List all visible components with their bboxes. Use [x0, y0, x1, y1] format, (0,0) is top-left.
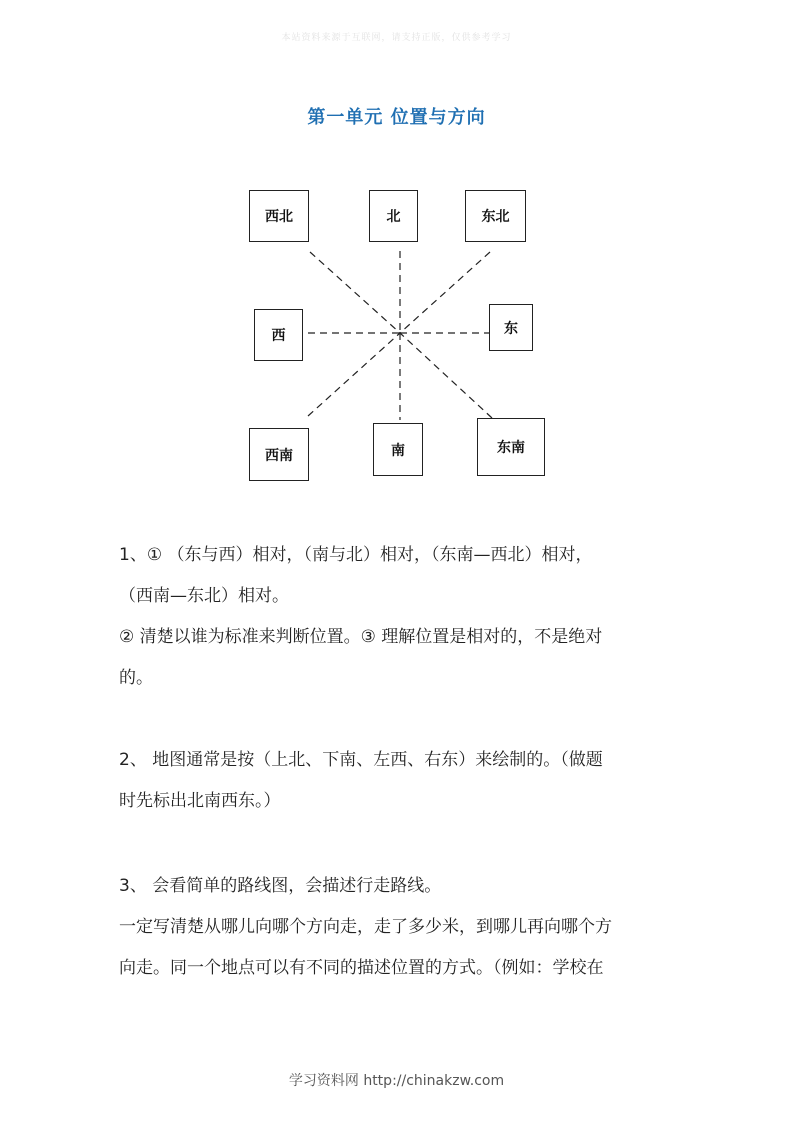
section-3-line-2: 一定写清楚从哪儿向哪个方向走，走了多少米，到哪儿再向哪个方	[119, 917, 612, 937]
section-1	[119, 535, 679, 699]
line-northeast	[400, 252, 490, 333]
section-1-line-4: 的。	[119, 668, 153, 688]
direction-west: 西	[254, 309, 303, 361]
page-title: 第一单元 位置与方向	[307, 107, 486, 128]
line-northwest	[310, 252, 400, 333]
page-footer: 学习资料网 http://chinakzw.com	[288, 1073, 505, 1089]
line-southwest	[308, 333, 400, 416]
direction-northwest: 西北	[249, 190, 309, 242]
section-2-line-1: 2、 地图通常是按（上北、下南、左西、右东）来绘制的。（做题	[119, 750, 603, 770]
direction-southeast: 东南	[477, 418, 545, 476]
section-2-line-2: 时先标出北南西东。）	[119, 791, 281, 811]
direction-southwest: 西南	[249, 428, 309, 481]
section-3-line-1: 3、 会看简单的路线图，会描述行走路线。	[119, 876, 442, 896]
page-header-watermark: 本站资料来源于互联网，请支持正版，仅供参考学习	[281, 33, 512, 43]
direction-east: 东	[489, 304, 533, 351]
direction-south: 南	[373, 423, 423, 476]
section-3-line-3: 向走。同一个地点可以有不同的描述位置的方式。（例如：学校在	[119, 958, 604, 978]
direction-northeast: 东北	[465, 190, 526, 242]
section-1-line-1: 1、① （东与西）相对，（南与北）相对，（东南—西北）相对，	[119, 545, 593, 565]
section-1-line-2: （西南—东北）相对。	[119, 586, 289, 606]
section-3	[119, 866, 679, 989]
line-southeast	[400, 333, 492, 418]
direction-north: 北	[369, 190, 418, 242]
section-1-line-3: ② 清楚以谁为标准来判断位置。③ 理解位置是相对的，不是绝对	[119, 627, 603, 647]
section-2	[119, 740, 679, 822]
